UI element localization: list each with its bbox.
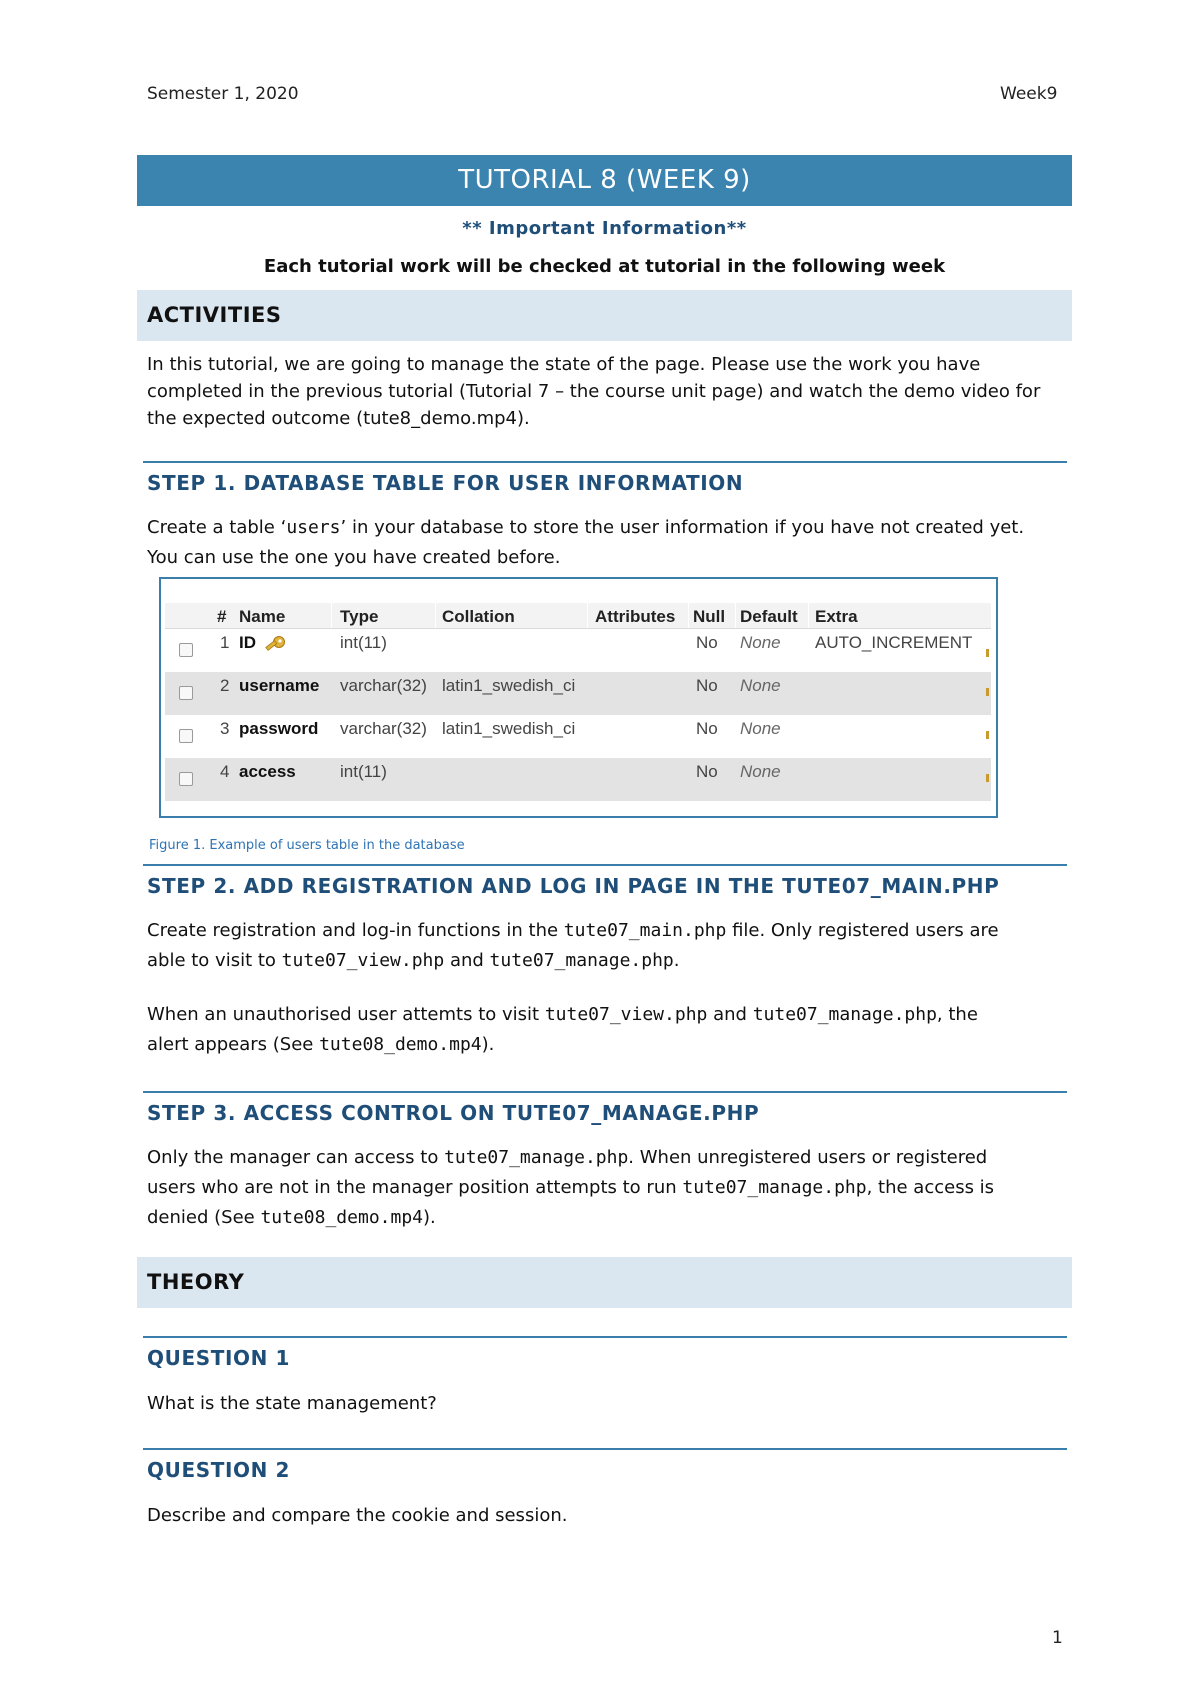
divider-question1: [143, 1336, 1067, 1338]
table-row[interactable]: 1 ID int(11) No None AUTO_INCREMENT: [165, 629, 991, 672]
step1-text: Create a table ‘users’ in your database to store the user information if you have not created yet. You can use the one you have created before.: [147, 517, 1025, 568]
section-theory: THEORY: [137, 1257, 1072, 1308]
col-header-num: #: [217, 607, 227, 626]
step3-heading: STEP 3. ACCESS CONTROL ON TUTE07_MANAGE.PHP: [147, 1101, 760, 1125]
col-header-null: Null: [693, 607, 726, 626]
divider-step2: [143, 864, 1067, 866]
divider-step3: [143, 1091, 1067, 1093]
header-week: Week9: [1000, 84, 1058, 104]
col-header-collation: Collation: [442, 607, 515, 626]
db-structure-table: [165, 603, 991, 801]
important-info: ** Important Information**: [462, 218, 747, 239]
question2-text: Describe and compare the cookie and session.: [147, 1505, 568, 1526]
step2-heading: STEP 2. ADD REGISTRATION AND LOG IN PAGE IN THE TUTE07_MAIN.PHP: [147, 874, 1000, 898]
step2-paragraph-1: Create registration and log-in functions in the tute07_main.php file. Only registered users are able to visit to tute07_view.php and tute07_manage.php.: [147, 920, 999, 971]
question1-heading: QUESTION 1: [147, 1346, 291, 1370]
checkbox-icon[interactable]: [179, 729, 193, 743]
question1-text: What is the state management?: [147, 1393, 437, 1414]
table-row[interactable]: 3 password varchar(32) latin1_swedish_ci No None: [165, 715, 991, 758]
col-header-default: Default: [740, 607, 798, 626]
header-semester: Semester 1, 2020: [147, 84, 299, 104]
col-header-attributes: Attributes: [595, 607, 676, 626]
col-header-name: Name: [239, 607, 286, 626]
divider-step1: [143, 461, 1067, 463]
users-table-figure: [159, 577, 998, 818]
section-activities: ACTIVITIES: [137, 290, 1072, 341]
checkbox-icon[interactable]: [179, 772, 193, 786]
figure-caption: Figure 1. Example of users table in the database: [149, 838, 465, 853]
activities-intro: In this tutorial, we are going to manage the state of the page. Please use the work you have completed in the previous tutorial (Tutorial 7 – the course unit page) and watch the demo video for the expected outcome (tute8_demo.mp4).: [147, 354, 1041, 429]
notice-text: Each tutorial work will be checked at tutorial in the following week: [263, 256, 946, 277]
checkbox-icon[interactable]: [179, 643, 193, 657]
checkbox-icon[interactable]: [179, 686, 193, 700]
step1-heading: STEP 1. DATABASE TABLE FOR USER INFORMATION: [147, 471, 744, 495]
col-header-extra: Extra: [815, 607, 858, 626]
table-row[interactable]: 2 username varchar(32) latin1_swedish_ci No None: [165, 672, 991, 715]
page-title: TUTORIAL 8 (WEEK 9): [137, 155, 1072, 206]
table-row[interactable]: 4 access int(11) No None: [165, 758, 991, 801]
divider-question2: [143, 1448, 1067, 1450]
page-number: 1: [1052, 1628, 1063, 1648]
col-header-type: Type: [340, 607, 379, 626]
key-icon: [263, 635, 287, 657]
table-header-row: [165, 603, 991, 629]
step3-paragraph: Only the manager can access to tute07_manage.php. When unregistered users or registered users who are not in the manager position attempts to run tute07_manage.php, the access is denied (See tute08_demo.mp4).: [147, 1147, 995, 1228]
step2-paragraph-2: When an unauthorised user attemts to visit tute07_view.php and tute07_manage.php, the alert appears (See tute08_demo.mp4).: [147, 1004, 978, 1055]
question2-heading: QUESTION 2: [147, 1458, 291, 1482]
